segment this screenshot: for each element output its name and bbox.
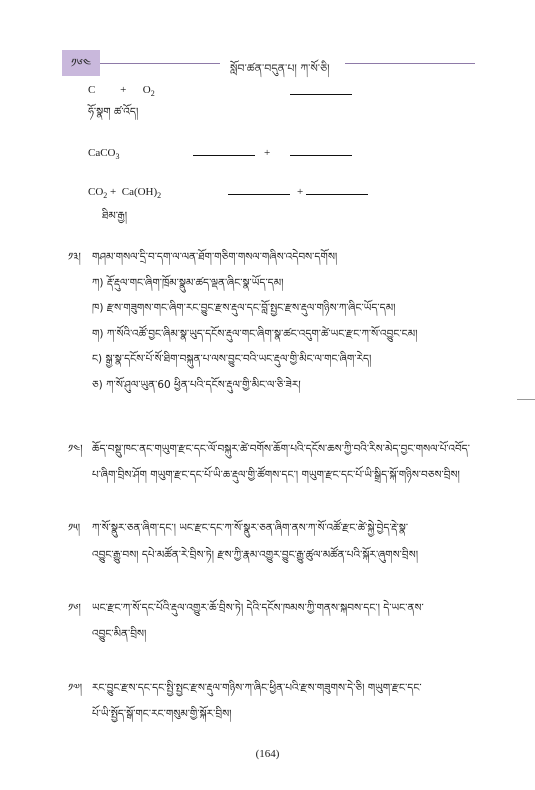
reaction-formula: $CO_2 + Ca(OH)_2$: [88, 186, 162, 201]
header-rule-left: [100, 63, 220, 64]
answer-blank[interactable]: [290, 94, 352, 95]
reaction-caption: ཐིམ་རྒྱ།: [102, 210, 128, 222]
option-item: ཁ) རྫས་གཟུགས་གང་ཞིག་རང་བྱུང་རྫས་རྡུལ་དང་བློ་སྤྱང་རྫས་རྡུལ་གཉིས་ཀ་ཞིང་ཡོད་དམ།: [92, 302, 396, 314]
option-item: ང) སྒྱ་སྣ་དངོས་པོ་སོ་ཐིག་བསྐུན་པ་ལས་བྱུང་བའི་ཡང་རྡུལ་གྱི་མིང་ལ་གང་ཞིག་རེད།: [92, 353, 372, 365]
answer-blank[interactable]: [193, 155, 255, 156]
question-text: རང་བྱུང་རྫས་དང་དང་སྤྱི་སྤྱང་རྫས་རྡུལ་གཉིས་ཀ་ཞིང་ཕྱིན་པའི་རྫས་གཟུགས་དེ་ཅི། གཡུག་རྫང་དང་: [92, 682, 422, 694]
plus-sign: +: [297, 186, 304, 198]
reaction-caption: ཧོ་སྣག ཚ་འོད།: [88, 106, 139, 118]
question-text: ཀ་སོ་སྣུར་ཅན་ཞིག་དང་། ཡང་རྫང་དང་ཀ་སོ་སྣུར་ཅན་ཞིག་ནས་ཀ་སོ་འཚོ་རྫང་ཚེ་སྐྱེ་བྱེད་རྡེ་སྣ་: [92, 522, 409, 534]
option-item: ཅ) ཀ་སོ་ཤུལ་ཡུན་60 ཕྱིན་པའི་དངོས་རྡུལ་གྱི་མིང་ལ་ཅི་ཟེར།: [92, 379, 301, 391]
option-item: ཀ) རྡོ་རྡུལ་གང་ཞིག་ཁྲོམ་སྣུམ་ཚད་ལྡན་ཞིང་སྣ་ཡོད་དམ།: [92, 277, 284, 289]
question-number: ༡༥།: [68, 522, 81, 534]
page-number: (164): [255, 748, 280, 760]
question-text: འབྱུང་རྒྱུ་བས། དཔེ་མཚོན་རེ་བྲིས་ཏེ། རྫས་ཀྱི་རྣམ་འགྱུར་བྱུང་རྒྱུ་ཚུལ་མཚོན་པའི་སྐོར་ཞུགས་བྲིས།: [92, 549, 419, 561]
question-number: ༡༦།: [68, 602, 81, 614]
question-number: ༡༣།: [68, 251, 81, 263]
question-text: འབྱུང་མིན་བྲིས།: [92, 628, 147, 640]
question-text: པ་ཞིག་བྲིས་ཤོག གཡུག་རྫང་དང་པོ་ཡི་ཆ་རྡུལ་གྱི་ཚོགས་དང་། གཡུག་རྫང་དང་པོ་ཡི་སྒྲིད་སྐོ་གཉིས་བཅས་བྲིས།: [92, 469, 460, 481]
question-number: ༡༤།: [68, 443, 83, 455]
header-rule-right: [345, 63, 475, 64]
question-number: ༡༧།: [68, 682, 83, 694]
header-title: སློབ་ཚན་བདུན་པ། ཀ་སོ་ཅི།: [230, 62, 330, 75]
question-text: ཆོད་བསྡུ་ཁང་ནང་གཡུག་རྫང་དང་ལོ་བསྐུར་ཚེ་བགོས་ཆོག་པའི་དངོས་ཆས་ཀྱི་བའི་རིས་མེད་བྱང་གསལ་པོ་འབོད་: [92, 443, 470, 455]
answer-blank[interactable]: [306, 194, 368, 195]
margin-mark: [517, 399, 535, 400]
plus-sign: +: [264, 147, 271, 159]
question-text: གཤམ་གསལ་དྲི་བ་དག་ལ་ལན་ཐོག་གཅིག་གསལ་གཞིས་འདེབས་དགོས།: [92, 251, 338, 263]
answer-blank[interactable]: [228, 194, 290, 195]
reaction-formula: C + $O_2$: [88, 84, 155, 99]
question-text: ཡང་རྫང་ཀ་སོ་དང་པོའི་རྡུལ་འགྱུར་ཆོ་བྲིས་ཏེ། དེའི་དངོས་ཁམས་ཀྱི་གནས་སྐབས་དང་། དེ་ཡང་ནས་: [92, 602, 424, 614]
reaction-formula: CaCO$_3$: [88, 147, 120, 162]
page-badge: ༡༦༤: [62, 50, 100, 76]
option-item: ག) ཀ་སོའི་འཚོ་བྱང་ཞིམ་སྣ་ཡུད་དངོས་རྡུལ་གང་ཞིག་སྣ་ཚང་འདུག་ཚེ་ཡང་རྫང་ཀ་སོ་འབྱུང་ངམ།: [92, 328, 418, 340]
question-text: པོ་ཡི་སྤྱོད་སྒོ་གང་རང་གསུམ་གྱི་སྐོར་བྲིས།: [92, 708, 232, 720]
answer-blank[interactable]: [290, 155, 352, 156]
